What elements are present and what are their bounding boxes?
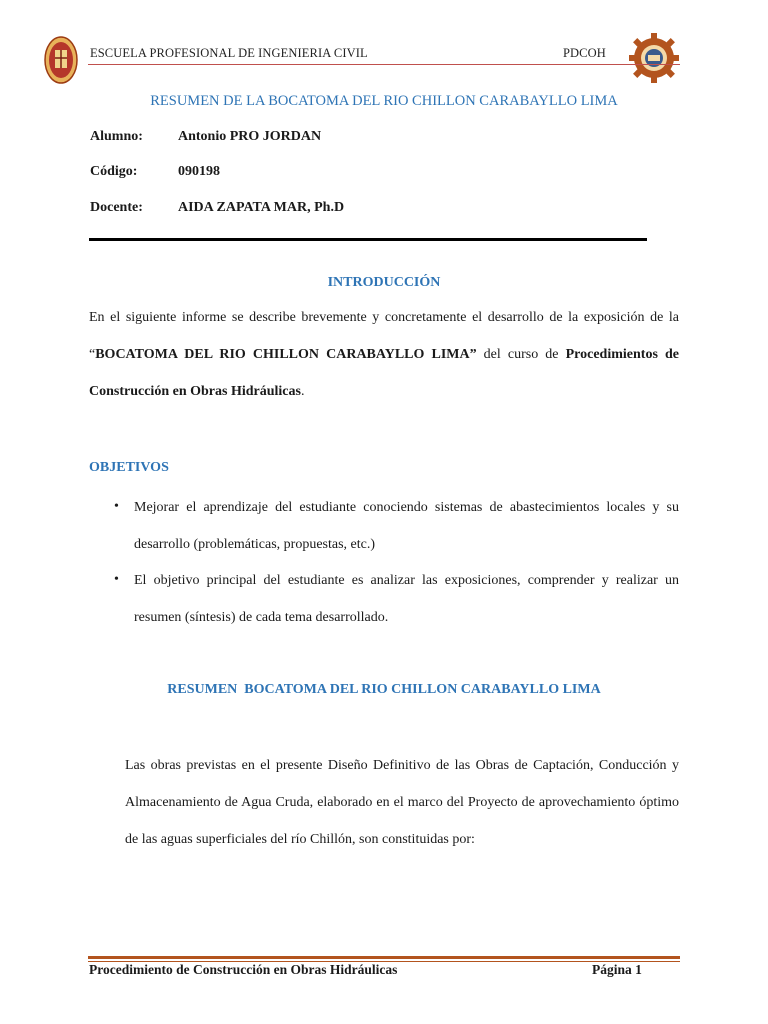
footer-page-number: Página 1 xyxy=(592,962,642,977)
intro-text-1: En el siguiente informe se describe brevemente y concretamente el desarrollo de la exposición de la “ xyxy=(89,310,679,362)
intro-text-bold: BOCATOMA DEL RIO CHILLON CARABAYLLO LIMA” xyxy=(95,347,477,362)
objetivos-heading: OBJETIVOS xyxy=(89,460,169,475)
intro-heading: INTRODUCCIÓN xyxy=(327,275,441,290)
university-seal-logo xyxy=(44,36,78,84)
docente-label: Docente: xyxy=(90,200,143,215)
gear-emblem-logo xyxy=(628,32,680,84)
intro-text-end: . xyxy=(300,384,305,399)
footer-course: Procedimiento de Construcción en Obras Hidráulicas xyxy=(89,962,398,977)
alumno-label: Alumno: xyxy=(90,129,143,144)
header-code: PDCOH xyxy=(563,46,606,60)
header-rule xyxy=(88,64,680,65)
alumno-value: Antonio PRO JORDAN xyxy=(178,129,322,144)
footer-rule-thick xyxy=(88,956,680,959)
resumen-paragraph: Las obras previstas en el presente Diseño Definitivo de las Obras de Captación, Conducción y Almacenamiento de Agua Cruda, elaborado en el marco del Proyecto de aprovechamiento óptimo de las aguas superficiales del río Chillón, son constituidas por: xyxy=(125,758,679,847)
docente-value: AIDA ZAPATA MAR, Ph.D xyxy=(178,200,345,215)
header-school-name: ESCUELA PROFESIONAL DE INGENIERIA CIVIL xyxy=(90,46,368,60)
info-divider xyxy=(89,238,647,241)
objetivo-item-2: El objetivo principal del estudiante es analizar las exposiciones, comprender y realizar un resumen (síntesis) de cada tema desarrollado. xyxy=(134,573,679,625)
resumen-heading: RESUMEN BOCATOMA DEL RIO CHILLON CARABAYLLO LIMA xyxy=(167,682,601,697)
intro-paragraph xyxy=(89,299,679,410)
intro-text-bold-2: Procedimientos de Construcción en Obras Hidráulicas xyxy=(89,347,679,399)
objetivo-item-1: Mejorar el aprendizaje del estudiante conociendo sistemas de abastecimientos locales y su desarrollo (problemáticas, propuestas, etc.) xyxy=(134,500,679,552)
bullet-icon: • xyxy=(114,572,119,587)
bullet-icon: • xyxy=(114,499,119,514)
codigo-value: 090198 xyxy=(178,164,220,179)
codigo-label: Código: xyxy=(90,164,138,179)
document-title: RESUMEN DE LA BOCATOMA DEL RIO CHILLON CARABAYLLO LIMA xyxy=(150,93,618,109)
intro-text-2: del curso de xyxy=(476,347,566,362)
